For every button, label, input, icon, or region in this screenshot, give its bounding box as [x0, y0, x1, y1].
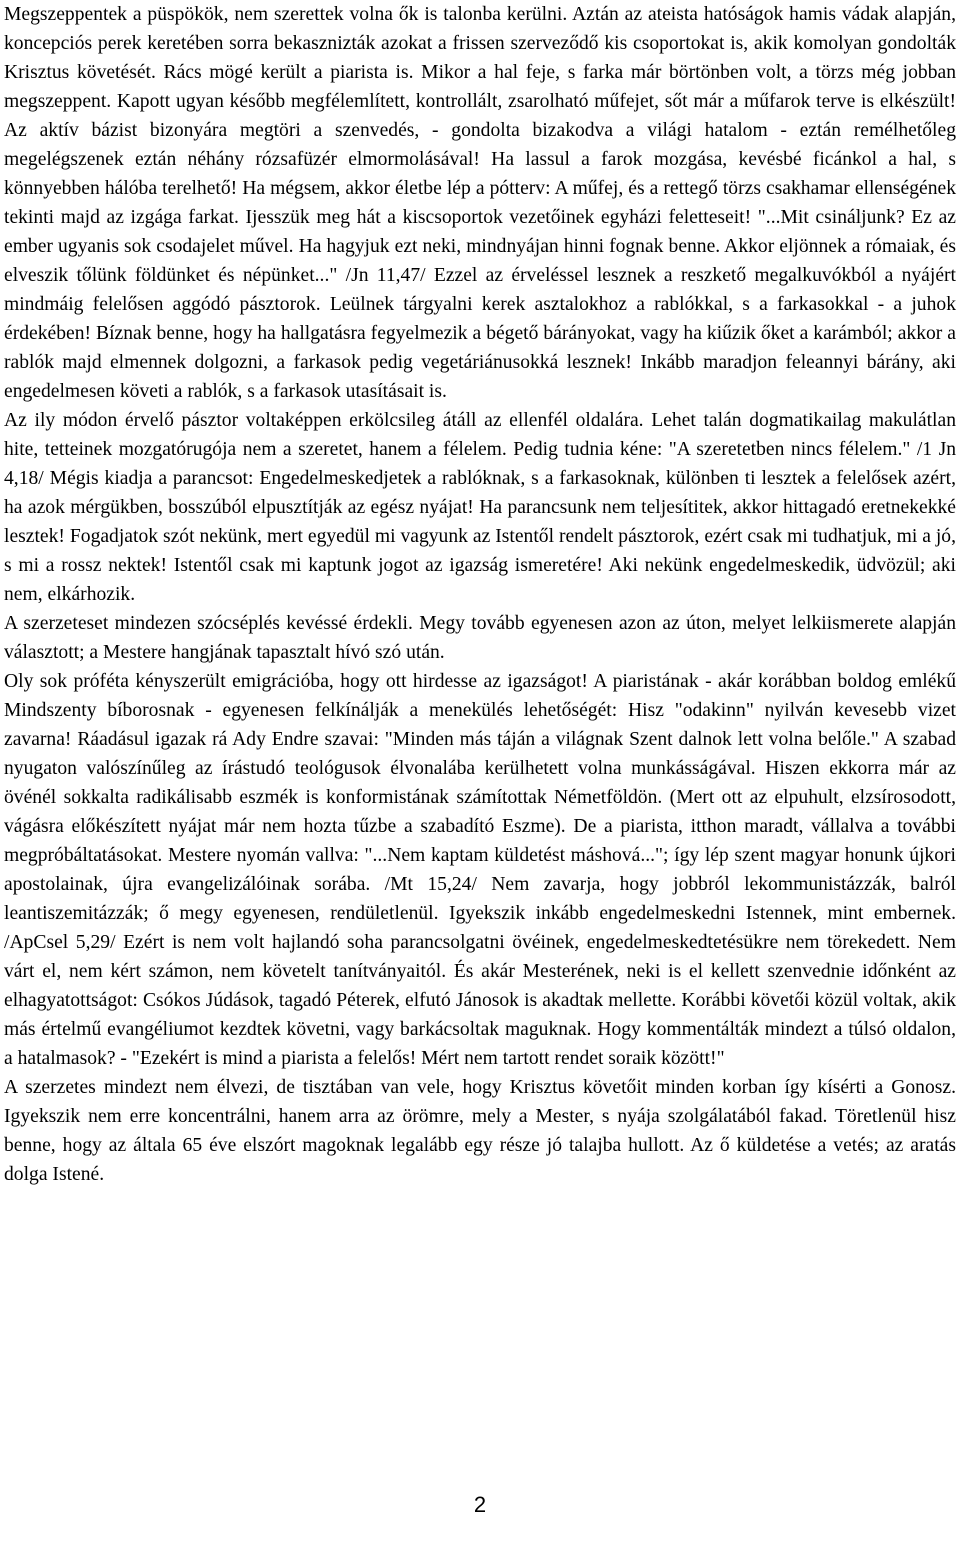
paragraph-4: Oly sok próféta kényszerült emigrációba, hogy ott hirdesse az igazságot! A piaristának - akár korábban boldog emlékű Mindszenty bíborosnak - egyenesen felkínálják a menekülés lehetőségét: Hisz "odakinn" nyilván kevesebb vizet zavarna! Ráadásul igazak rá Ady Endre szavai: "Minden más táján a világnak Szent dalnok lett volna belőle." A szabad nyugaton valószínűleg az írástudó teológusok élvonalába kerülhetett volna munkásságával. Hiszen ekkorra már az övénél sokkalta radikálisabb eszmék is konformistának számítottak Németföldön. (Mert ott az elpuhult, elzsírosodott, vágásra előkészített nyájat már nem hozta tűzbe a szabadító Eszme). De a piarista, itthon maradt, vállalva a további megpróbáltatásokat. Mestere nyomán vallva: "...Nem kaptam küldetést máshová..."; így lép szent magyar honunk újkori apostolainak, újra evangelizálóinak sorába. /Mt 15,24/ Nem zavarja, hogy jobbról lekommunistázzák, balról leantiszemitázzák; ő megy egyenesen, rendületlenül. Igyekszik inkább engedelmeskedni Istennek, mint embernek. /ApCsel 5,29/ Ezért is nem volt hajlandó soha parancsolgatni övéinek, engedelmeskedtetésükre nem törekedett. Nem várt el, nem kért számon, nem követelt tanítványaitól. És akár Mesterének, neki is el kellett szenvednie időnként az elhagyatottságot: Csókos Júdások, tagadó Péterek, elfutó Jánosok is akadtak mellette. Korábbi követői közül voltak, akik más értelmű evangéliumot kezdtek követni, vagy barkácsoltak maguknak. Hogy kommentálták mindezt a túlsó oldalon, a hatalmasok? - "Ezekért is mind a piarista a felelős! Mért nem tartott rendet soraik között!" [4, 671, 956, 1069]
paragraph-1: Megszeppentek a püspökök, nem szerettek volna ők is talonba kerülni. Aztán az ateista hatóságok hamis vádak alapján, koncepciós perek keretében sorra bekasznizták azokat a frissen szerveződő kis csoportokat is, akik komolyan gondolták Krisztus követését. Rács mögé került a piarista is. Mikor a hal feje, s farka már börtönben volt, a törzs még jobban megszeppent. Kapott ugyan később megfélemlített, kontrollált, zsarolható műfejet, sőt már a műfarok terve is elkészült! Az aktív bázist bizonyára megtöri a szenvedés, - gondolta bizakodva a világi hatalom - eztán remélhetőleg megelégszenek eztán néhány rózsafüzér elmormolásával! Ha lassul a farok mozgása, kevésbé ficánkol a hal, s könnyebben hálóba terelhető! Ha mégsem, akkor életbe lép a pótterv: A műfej, és a rettegő törzs csakhamar ellenségének tekinti majd az izgága farkat. Ijesszük meg hát a kiscsoportok vezetőinek egyházi feletteseit! "...Mit csináljunk? Ez az ember ugyanis sok csodajelet művel. Ha hagyjuk ezt neki, mindnyájan hinni fognak benne. Akkor eljönnek a rómaiak, és elveszik tőlünk földünket és népünket..." /Jn 11,47/ Ezzel az érveléssel lesznek a reszkető megalkuvókból a nyájért mindmáig felelősen aggódó pásztorok. Leülnek tárgyalni kerek asztalokhoz a rablókkal, s a farkasokkal - a juhok érdekében! Bíznak benne, hogy ha hallgatásra fegyelmezik a bégető bárányokat, vagy ha kiűzik őket a karámból; akkor a rablók majd elmennek dolgozni, a farkasok pedig vegetáriánusokká lesznek! Inkább maradjon feleannyi bárány, aki engedelmesen követi a rablók, s a farkasok utasításait is. [4, 4, 956, 402]
paragraph-2: Az ily módon érvelő pásztor voltaképpen erkölcsileg átáll az ellenfél oldalára. Lehet talán dogmatikailag makulátlan hite, tetteinek mozgatórugója nem a szeretet, hanem a félelem. Pedig tudnia kéne: "A szeretetben nincs félelem." /1 Jn 4,18/ Mégis kiadja a parancsot: Engedelmeskedjetek a rablóknak, s a farkasoknak, különben ti lesztek a felelősek azért, ha azok mérgükben, bosszúból elpusztítják az egész nyájat! Ha parancsunk nem teljesítitek, akkor hittagadó eretnekekké lesztek! Fogadjatok szót nekünk, mert egyedül mi vagyunk az Istentől rendelt pásztorok, ezért csak mi tudhatjuk, mi a jó, s mi a rossz nektek! Istentől csak mi kaptunk jogot az igazság ismeretére! Aki nekünk engedelmeskedik, üdvözül; aki nem, elkárhozik. [4, 410, 956, 605]
document-body [4, 0, 956, 1189]
paragraph-3: A szerzeteset mindezen szócséplés kevéssé érdekli. Megy tovább egyenesen azon az úton, melyet lelkiismerete alapján választott; a Mestere hangjának tapasztalt hívó szó után. [4, 613, 956, 663]
page-number: 2 [473, 1492, 487, 1517]
paragraph-5: A szerzetes mindezt nem élvezi, de tisztában van vele, hogy Krisztus követőit minden korban így kísérti a Gonosz. Igyekszik nem erre koncentrálni, hanem arra az örömre, mely a Mester, s nyája szolgálatából fakad. Töretlenül hisz benne, hogy az általa 65 éve elszórt magoknak legalább egy része jó talajba hullott. Az ő küldetése a vetés; az aratás dolga Istené. [4, 1077, 956, 1185]
